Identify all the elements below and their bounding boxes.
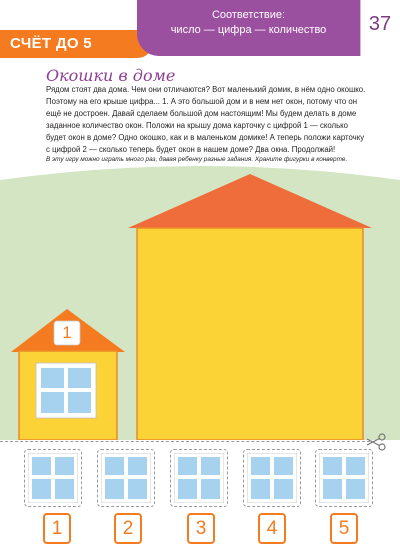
cut-line [0, 441, 370, 442]
note-text: В эту игру можно играть много раз, давая ребенку разные задания. Храните фигурки в конверте. [46, 156, 348, 163]
topic-line-2: число — цифра — количество [170, 24, 327, 36]
window-icon [28, 453, 78, 503]
house-illustration [0, 160, 400, 440]
big-house-wall [137, 228, 363, 440]
window-icon [319, 453, 369, 503]
page-title: Окошки в доме [46, 66, 176, 85]
topic-banner [137, 0, 360, 56]
page-number-box [360, 0, 400, 56]
number-card-3[interactable]: 3 [187, 513, 215, 544]
number-card-4[interactable]: 4 [258, 513, 286, 544]
small-house-roof-number: 1 [62, 323, 72, 342]
page-number: 37 [368, 13, 392, 35]
section-tag: СЧЁТ ДО 5 [0, 30, 152, 58]
window-icon [101, 453, 151, 503]
number-card-1[interactable]: 1 [43, 513, 71, 544]
window-cutout-5[interactable] [315, 449, 373, 507]
window-icon [174, 453, 224, 503]
window-cutout-2[interactable] [97, 449, 155, 507]
window-cutout-4[interactable] [243, 449, 301, 507]
small-house-window [36, 363, 96, 418]
topic-line-1: Соответствие: [211, 9, 286, 21]
number-card-5[interactable]: 5 [330, 513, 358, 544]
window-icon [247, 453, 297, 503]
number-card-2[interactable]: 2 [114, 513, 142, 544]
window-cutout-3[interactable] [170, 449, 228, 507]
window-cutout-1[interactable] [24, 449, 82, 507]
body-text: Рядом стоят два дома. Чем они отличаются? Вот маленький домик, в нём одно окошко. Поэтому на его крыше цифра... 1. А это большой дом и в нем нет окон, потому что он ещё не достроен. Давай сделаем большой дом настоящим! Мы будем делать в доме заданное количество окон. Положи на крышу дома карточку с цифрой 1 — сколько будет окон в доме? Одно окошко, как и в маленьком домике! А теперь положи карточку с цифрой 2 — сколько теперь будет окон в нашем доме? Два окна. Продолжай! [46, 85, 366, 155]
